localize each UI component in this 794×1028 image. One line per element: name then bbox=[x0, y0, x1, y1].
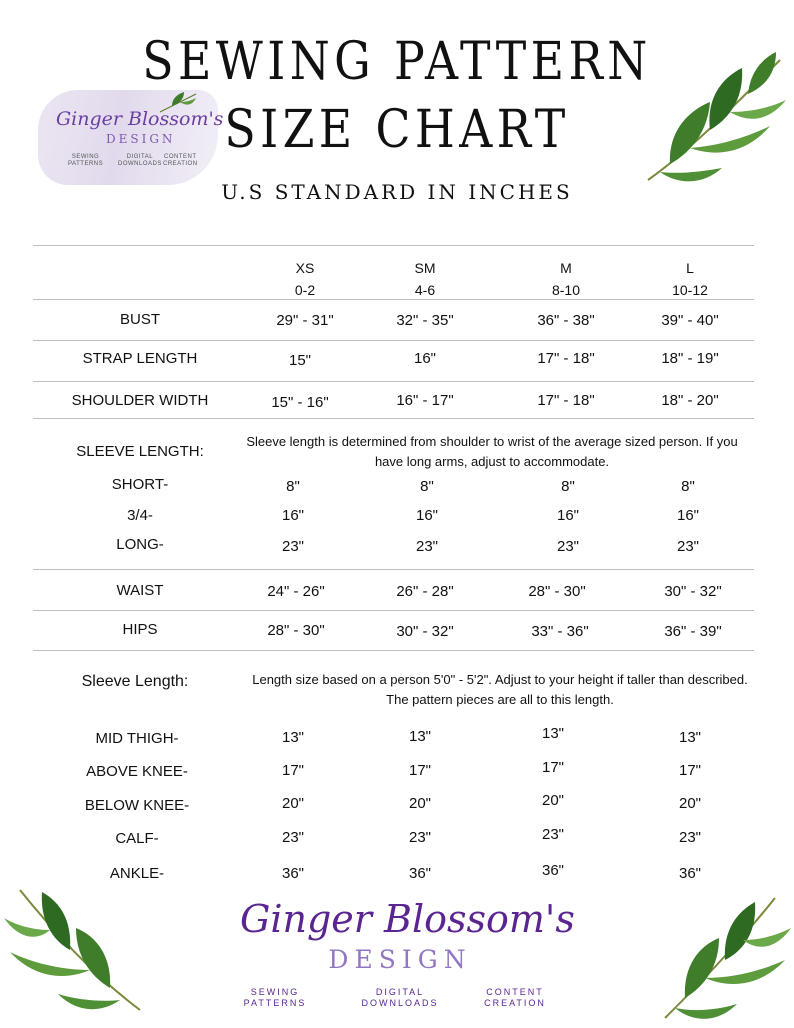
brand-logo-large bbox=[240, 895, 575, 1015]
section-heading-length: Sleeve Length: bbox=[81, 673, 189, 690]
divider bbox=[33, 569, 754, 570]
logo-design-word: DESIGN bbox=[328, 945, 472, 974]
page-title-line2: SIZE CHART bbox=[224, 100, 570, 160]
cell-below-knee-m: 20" bbox=[541, 792, 564, 809]
cell-mid-thigh-sm: 13" bbox=[408, 728, 431, 745]
cell-shoulder-l: 18" - 20" bbox=[661, 392, 719, 409]
cell-below-knee-l: 20" bbox=[678, 795, 701, 812]
sleeve-length-note: Sleeve length is determined from shoulder to wrist of the average sized person. If you have long arms, adjust to accommodate. bbox=[246, 434, 738, 469]
row-label-mid-thigh: MID THIGH- bbox=[95, 730, 179, 747]
cell-strap-l: 18" - 19" bbox=[661, 350, 719, 367]
cell-three-quarter-xs: 16" bbox=[281, 507, 304, 524]
cell-short-xs: 8" bbox=[286, 478, 300, 495]
size-header-xs bbox=[265, 257, 345, 301]
length-note-line1: Length size based on a person 5'0" - 5'2". Adjust to your height if taller than described. bbox=[252, 672, 748, 687]
cell-ankle-l: 36" bbox=[678, 865, 701, 882]
row-label-below-knee: BELOW KNEE- bbox=[84, 797, 190, 814]
divider bbox=[33, 610, 754, 611]
cell-calf-sm: 23" bbox=[408, 829, 431, 846]
row-label-hips: HIPS bbox=[122, 621, 158, 638]
logo-tag-digital: DIGITAL DOWNLOADS bbox=[361, 987, 439, 1008]
size-name: M bbox=[560, 260, 572, 276]
cell-long-m: 23" bbox=[556, 538, 579, 555]
size-range: 10-12 bbox=[672, 282, 708, 298]
divider bbox=[33, 418, 754, 419]
row-label-strap-length: STRAP LENGTH bbox=[82, 350, 198, 367]
row-label-short: SHORT- bbox=[111, 476, 169, 493]
cell-short-l: 8" bbox=[681, 478, 695, 495]
row-label-long: LONG- bbox=[116, 536, 164, 553]
cell-calf-xs: 23" bbox=[281, 829, 304, 846]
divider bbox=[33, 340, 754, 341]
cell-mid-thigh-m: 13" bbox=[541, 725, 564, 742]
cell-calf-l: 23" bbox=[678, 829, 701, 846]
cell-waist-xs: 24" - 26" bbox=[267, 583, 325, 600]
length-note-line2: The pattern pieces are all to this length. bbox=[386, 692, 614, 707]
size-header-l bbox=[650, 257, 730, 301]
logo-tag-content: CONTENT CREATION bbox=[484, 987, 546, 1008]
cell-hips-m: 33" - 36" bbox=[531, 623, 589, 640]
cell-ankle-m: 36" bbox=[541, 862, 564, 879]
cell-mid-thigh-l: 13" bbox=[678, 729, 701, 746]
cell-waist-sm: 26" - 28" bbox=[396, 583, 454, 600]
cell-bust-xs: 29" - 31" bbox=[276, 312, 334, 329]
divider bbox=[33, 381, 754, 382]
logo-tag-sewing: SEWING PATTERNS bbox=[68, 154, 104, 167]
cell-waist-m: 28" - 30" bbox=[528, 583, 586, 600]
cell-shoulder-sm: 16" - 17" bbox=[396, 392, 454, 409]
logo-script-name: Ginger Blossom's bbox=[240, 897, 575, 941]
cell-above-knee-l: 17" bbox=[678, 762, 701, 779]
leaf-sprig-bottom-left-icon bbox=[0, 870, 150, 1020]
cell-hips-sm: 30" - 32" bbox=[396, 623, 454, 640]
logo-tag-digital: DIGITAL DOWNLOADS bbox=[118, 154, 162, 167]
page-subtitle: U.S STANDARD IN INCHES bbox=[221, 180, 573, 204]
cell-hips-l: 36" - 39" bbox=[664, 623, 722, 640]
cell-short-sm: 8" bbox=[420, 478, 434, 495]
cell-strap-xs: 15" bbox=[288, 352, 311, 369]
divider bbox=[33, 245, 754, 246]
cell-three-quarter-l: 16" bbox=[676, 507, 699, 524]
row-label-waist: WAIST bbox=[116, 582, 164, 599]
cell-ankle-xs: 36" bbox=[281, 865, 304, 882]
row-label-three-quarter: 3/4- bbox=[127, 507, 153, 524]
divider bbox=[33, 650, 754, 651]
cell-bust-l: 39" - 40" bbox=[661, 312, 719, 329]
size-name: L bbox=[686, 260, 694, 276]
cell-bust-sm: 32" - 35" bbox=[396, 312, 454, 329]
cell-long-sm: 23" bbox=[415, 538, 438, 555]
row-label-above-knee: ABOVE KNEE- bbox=[86, 763, 188, 780]
page-title-line1: SEWING PATTERN bbox=[142, 32, 652, 92]
size-header-m bbox=[526, 257, 606, 301]
cell-above-knee-xs: 17" bbox=[281, 762, 304, 779]
cell-strap-m: 17" - 18" bbox=[537, 350, 595, 367]
cell-above-knee-m: 17" bbox=[541, 759, 564, 776]
row-label-calf: CALF- bbox=[115, 830, 159, 847]
cell-below-knee-xs: 20" bbox=[281, 795, 304, 812]
cell-short-m: 8" bbox=[561, 478, 575, 495]
cell-three-quarter-m: 16" bbox=[556, 507, 579, 524]
cell-ankle-sm: 36" bbox=[408, 865, 431, 882]
size-range: 0-2 bbox=[294, 282, 316, 298]
cell-bust-m: 36" - 38" bbox=[537, 312, 595, 329]
cell-shoulder-xs: 15" - 16" bbox=[271, 394, 329, 411]
size-name: XS bbox=[295, 260, 315, 276]
cell-waist-l: 30" - 32" bbox=[664, 583, 722, 600]
row-label-bust: BUST bbox=[119, 311, 160, 328]
row-label-shoulder-width: SHOULDER WIDTH bbox=[71, 392, 209, 409]
cell-three-quarter-sm: 16" bbox=[415, 507, 438, 524]
cell-hips-xs: 28" - 30" bbox=[267, 622, 325, 639]
row-label-ankle: ANKLE- bbox=[109, 865, 165, 882]
logo-tag-sewing: SEWING PATTERNS bbox=[243, 987, 307, 1008]
logo-script-name: Ginger Blossom's bbox=[56, 108, 224, 130]
logo-tag-content: CONTENT CREATION bbox=[163, 154, 198, 167]
cell-below-knee-sm: 20" bbox=[408, 795, 431, 812]
cell-long-l: 23" bbox=[676, 538, 699, 555]
size-range: 8-10 bbox=[551, 282, 581, 298]
leaf-sprig-bottom-right-icon bbox=[655, 878, 794, 1023]
section-heading-sleeve-length: SLEEVE LENGTH: bbox=[76, 443, 204, 460]
logo-design-word: DESIGN bbox=[106, 132, 176, 146]
size-header-sm bbox=[385, 257, 465, 301]
size-name: SM bbox=[414, 260, 436, 276]
cell-above-knee-sm: 17" bbox=[408, 762, 431, 779]
cell-long-xs: 23" bbox=[281, 538, 304, 555]
cell-shoulder-m: 17" - 18" bbox=[537, 392, 595, 409]
cell-strap-sm: 16" bbox=[413, 350, 436, 367]
cell-calf-m: 23" bbox=[541, 826, 564, 843]
size-range: 4-6 bbox=[414, 282, 436, 298]
cell-mid-thigh-xs: 13" bbox=[281, 729, 304, 746]
